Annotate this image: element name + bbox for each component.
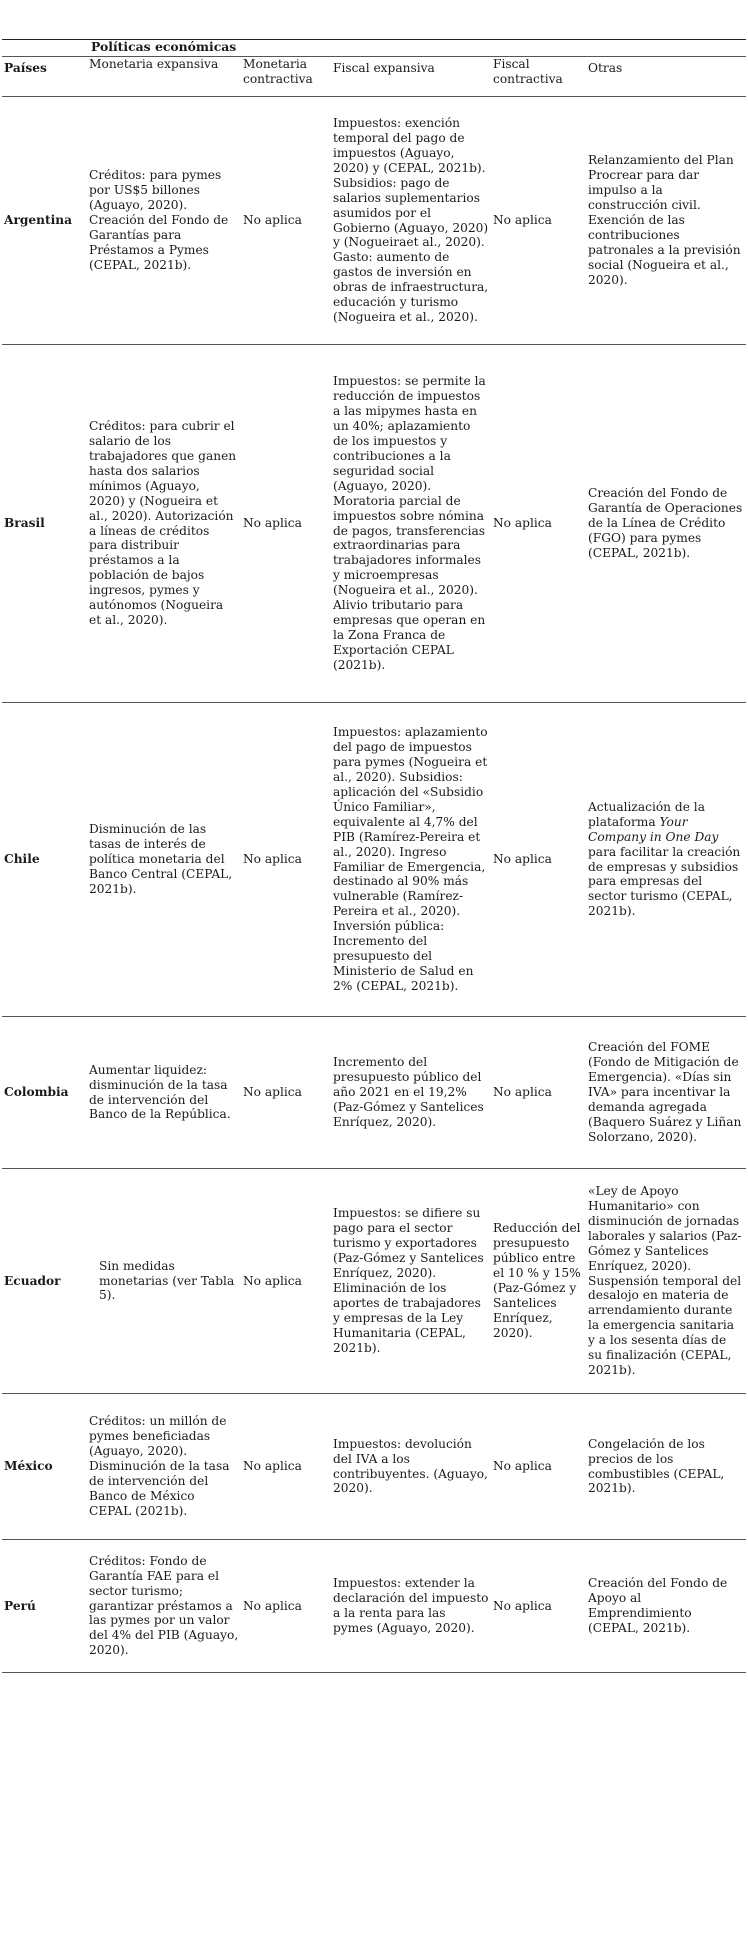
fiscal-expansiva-cell: Impuestos: extender la declaración del impuesto a la renta para las pymes (Aguayo, 2020).: [331, 1540, 491, 1673]
country-cell: Colombia: [2, 1017, 87, 1169]
fiscal-contractiva-cell: No aplica: [491, 1017, 586, 1169]
header-paises: Países: [2, 57, 87, 97]
otras-italic-name: Your Company in One Day: [588, 814, 719, 844]
fiscal-expansiva-cell: Impuestos: exención temporal del pago de impuestos (Aguayo, 2020) y (CEPAL, 2021b). Subsidios: pago de salarios suplementarios asumidos por el Gobierno (Aguayo, 2020) y (Nogueiraet al., 2020). Gasto: aumento de gastos de inversión en obras de infraestructura, educación y turismo (Nogueira et al., 2020).: [331, 97, 491, 345]
header-monetaria-contractiva: Monetaria contractiva: [241, 57, 331, 97]
otras-cell: Creación del Fondo de Garantía de Operaciones de la Línea de Crédito (FGO) para pymes (CEPAL, 2021b).: [586, 345, 746, 703]
monetaria-contractiva-cell: No aplica: [241, 97, 331, 345]
monetaria-expansiva-cell: Disminución de las tasas de interés de política monetaria del Banco Central (CEPAL, 2021b).: [87, 703, 241, 1017]
otras-cell: Congelación de los precios de los combustibles (CEPAL, 2021b).: [586, 1394, 746, 1540]
country-cell: Perú: [2, 1540, 87, 1673]
table-title-row: [2, 40, 746, 57]
country-cell: México: [2, 1394, 87, 1540]
monetaria-contractiva-cell: No aplica: [241, 345, 331, 703]
header-monetaria-expansiva: Monetaria expansiva: [87, 57, 241, 97]
monetaria-expansiva-cell: Sin medidas monetarias (ver Tabla 5).: [87, 1169, 241, 1394]
monetaria-contractiva-cell: No aplica: [241, 703, 331, 1017]
column-header-row: [2, 57, 746, 97]
fiscal-expansiva-cell: Impuestos: devolución del IVA a los contribuyentes. (Aguayo, 2020).: [331, 1394, 491, 1540]
monetaria-contractiva-cell: No aplica: [241, 1017, 331, 1169]
fiscal-contractiva-cell: No aplica: [491, 97, 586, 345]
table-row: [2, 1394, 746, 1540]
otras-cell: «Ley de Apoyo Humanitario» con disminución de jornadas laborales y salarios (Paz-Gómez y Santelices Enríquez, 2020). Suspensión temporal del desalojo en materia de arrendamiento durante la emergencia sanitaria y a los sesenta días de su finalización (CEPAL, 2021b).: [586, 1169, 746, 1394]
table-row: [2, 1540, 746, 1673]
fiscal-contractiva-cell: Reducción del presupuesto público entre el 10 % y 15% (Paz-Gómez y Santelices Enríquez, 2020).: [491, 1169, 586, 1394]
fiscal-contractiva-cell: No aplica: [491, 1540, 586, 1673]
otras-cell: Creación del Fondo de Apoyo al Emprendimiento (CEPAL, 2021b).: [586, 1540, 746, 1673]
country-cell: Ecuador: [2, 1169, 87, 1394]
otras-cell: [586, 703, 746, 1017]
fiscal-contractiva-cell: No aplica: [491, 703, 586, 1017]
table-row: [2, 345, 746, 703]
fiscal-contractiva-cell: No aplica: [491, 1394, 586, 1540]
monetaria-expansiva-cell: Créditos: Fondo de Garantía FAE para el sector turismo; garantizar préstamos a las pymes por un valor del 4% del PIB (Aguayo, 2020).: [87, 1540, 241, 1673]
header-otras: Otras: [586, 57, 746, 97]
otras-cell: Relanzamiento del Plan Procrear para dar impulso a la construcción civil. Exención de las contribuciones patronales a la previsión social (Nogueira et al., 2020).: [586, 97, 746, 345]
otras-text-b: para facilitar la creación de empresas y subsidios para empresas del sector turismo (CEPAL, 2021b).: [588, 844, 741, 919]
policy-table: [2, 39, 746, 1673]
table-title: Políticas económicas: [87, 40, 746, 57]
table-row: [2, 1169, 746, 1394]
monetaria-expansiva-cell: Créditos: para pymes por US$5 billones (Aguayo, 2020). Creación del Fondo de Garantías para Préstamos a Pymes (CEPAL, 2021b).: [87, 97, 241, 345]
country-cell: Argentina: [2, 97, 87, 345]
monetaria-expansiva-cell: Créditos: para cubrir el salario de los trabajadores que ganen hasta dos salarios mínimos (Aguayo, 2020) y (Nogueira et al., 2020). Autorización a líneas de créditos para distribuir préstamos a la población de bajos ingresos, pymes y autónomos (Nogueira et al., 2020).: [87, 345, 241, 703]
table-row: [2, 703, 746, 1017]
monetaria-contractiva-cell: No aplica: [241, 1540, 331, 1673]
table-row: [2, 97, 746, 345]
fiscal-expansiva-cell: Impuestos: aplazamiento del pago de impuestos para pymes (Nogueira et al., 2020). Subsidios: aplicación del «Subsidio Único Familiar», equivalente al 4,7% del PIB (Ramírez-Pereira et al., 2020). Ingreso Familiar de Emergencia, destinado al 90% más vulnerable (Ramírez-Pereira et al., 2020). Inversión pública: Incremento del presupuesto del Ministerio de Salud en 2% (CEPAL, 2021b).: [331, 703, 491, 1017]
otras-cell: Creación del FOME (Fondo de Mitigación de Emergencia). «Días sin IVA» para incentivar la demanda agregada (Baquero Suárez y Liñan Solorzano, 2020).: [586, 1017, 746, 1169]
fiscal-expansiva-cell: Impuestos: se permite la reducción de impuestos a las mipymes hasta en un 40%; aplazamiento de los impuestos y contribuciones a la seguridad social (Aguayo, 2020). Moratoria parcial de impuestos sobre nómina de pagos, transferencias extraordinarias para trabajadores informales y microempresas (Nogueira et al., 2020). Alivio tributario para empresas que operan en la Zona Franca de Exportación CEPAL (2021b).: [331, 345, 491, 703]
header-fiscal-contractiva: Fiscal contractiva: [491, 57, 586, 97]
monetaria-contractiva-cell: No aplica: [241, 1169, 331, 1394]
country-cell: Brasil: [2, 345, 87, 703]
table-row: [2, 1017, 746, 1169]
monetaria-expansiva-cell: Aumentar liquidez: disminución de la tasa de intervención del Banco de la República.: [87, 1017, 241, 1169]
otras-text-a: Actualización de la plataforma: [588, 799, 705, 829]
monetaria-expansiva-cell: Créditos: un millón de pymes beneficiadas (Aguayo, 2020). Disminución de la tasa de intervención del Banco de México CEPAL (2021b).: [87, 1394, 241, 1540]
fiscal-expansiva-cell: Incremento del presupuesto público del año 2021 en el 19,2% (Paz-Gómez y Santelices Enríquez, 2020).: [331, 1017, 491, 1169]
fiscal-expansiva-cell: Impuestos: se difiere su pago para el sector turismo y exportadores (Paz-Gómez y Santelices Enríquez, 2020). Eliminación de los aportes de trabajadores y empresas de la Ley Humanitaria (CEPAL, 2021b).: [331, 1169, 491, 1394]
header-fiscal-expansiva: Fiscal expansiva: [331, 57, 491, 97]
fiscal-contractiva-cell: No aplica: [491, 345, 586, 703]
country-cell: Chile: [2, 703, 87, 1017]
monetaria-contractiva-cell: No aplica: [241, 1394, 331, 1540]
